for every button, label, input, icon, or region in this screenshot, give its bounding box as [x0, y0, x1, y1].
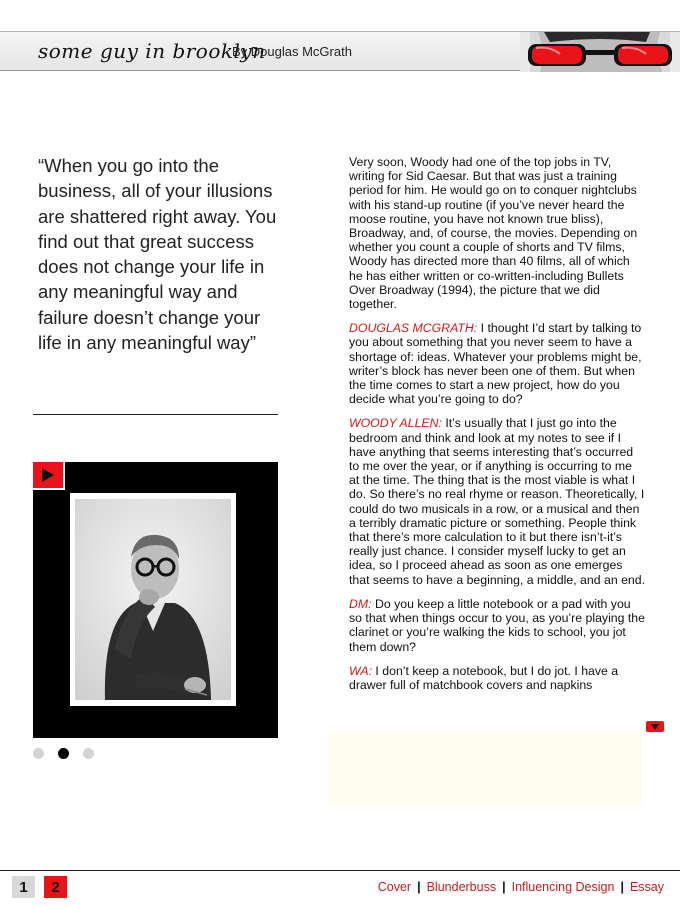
nav-link-essay[interactable]: Essay — [629, 880, 664, 894]
nav-separator: | — [620, 880, 624, 894]
photo-mat — [70, 493, 236, 706]
speaker-label: DM: — [349, 596, 372, 611]
nav-separator: | — [417, 880, 421, 894]
nav-separator: | — [502, 880, 506, 894]
play-button[interactable] — [33, 462, 65, 490]
page-2-button[interactable]: 2 — [44, 876, 67, 898]
byline: By Douglas McGrath — [232, 44, 352, 59]
answer-paragraph — [349, 416, 645, 586]
footer-nav — [378, 880, 664, 894]
gallery-pagination — [33, 748, 94, 760]
header-bar — [0, 31, 680, 71]
photo-gallery[interactable] — [33, 462, 278, 738]
scroll-more-button[interactable] — [646, 721, 664, 732]
speaker-label: WA: — [349, 663, 373, 678]
speaker-label: DOUGLAS MCGRATH: — [349, 321, 478, 336]
paragraph-text: Do you keep a little notebook or a pad with you so that when things occur to you, as you’re playing the clarinet or you’re walking the kids to school, you jot them down? — [349, 596, 645, 654]
answer-paragraph — [349, 664, 645, 692]
paragraph-text: It’s usually that I just go into the bedroom and think and look at my notes to see if I have anything that seems interesting that’s occurred to me over the year, or if anything is occurring to me at the time. The thing that is the most viable is what I do. So there’s no real rhyme or reason. Theoretically, I could do two musicals in a row, or a musical and then a terribly dramatic picture or something. People think that there’s more calculation to it but there isn’t-it’s really just chance. I consider myself lucky to get an idea, so I proceed ahead as soon as one emerges that seems to have a beginning, a middle, and an end. — [349, 416, 645, 587]
text-continuation-area — [328, 731, 642, 805]
gallery-dot-1[interactable] — [33, 748, 44, 759]
article-body — [349, 155, 645, 735]
quote-divider — [33, 414, 278, 415]
gallery-dot-2[interactable] — [58, 748, 69, 759]
red-sunglasses-portrait-icon — [520, 32, 680, 72]
chevron-down-icon — [651, 724, 659, 730]
speaker-label: WOODY ALLEN: — [349, 416, 442, 431]
woody-allen-portrait-photo — [75, 499, 231, 700]
nav-link-blunderbuss[interactable]: Blunderbuss — [426, 880, 497, 894]
question-paragraph — [349, 597, 645, 654]
pull-quote: “When you go into the business, all of your illusions are shattered right away. You find out that great success does not change your life in any meaningful way and failure doesn’t change your life in any meaningful way” — [38, 155, 277, 354]
play-icon — [41, 467, 55, 483]
nav-link-cover[interactable]: Cover — [377, 880, 412, 894]
gallery-dot-3[interactable] — [83, 748, 94, 759]
article-intro: Very soon, Woody had one of the top jobs in TV, writing for Sid Caesar. But that was just a training period for him. He would go on to conquer nightclubs with his stand-up routine (if you’ve never heard the moose routine, you have not known true bliss), Broadway, and, of course, the movies. Depending on whether you count a couple of shorts and TV films, Woody has directed more than 40 films, all of which he has either written or co-written-including Bullets Over Broadway (1994), the picture that we did together. — [349, 155, 638, 312]
paragraph-text: I thought I’d start by talking to you about something that you never seem to have a shortage of: ideas. Whatever your problems might be, writer’s block has never been one of them. But when the time comes to start a new project, how do you decide what you’re going to do? — [349, 321, 642, 407]
series-title: some guy in brooklyn — [38, 39, 266, 63]
page-1-button[interactable]: 1 — [12, 876, 35, 898]
nav-link-influencing-design[interactable]: Influencing Design — [511, 880, 615, 894]
paragraph-text: I don’t keep a notebook, but I do jot. I have a drawer full of matchbook covers and napkins — [349, 663, 619, 692]
footer-divider — [0, 870, 680, 871]
question-paragraph — [349, 321, 645, 406]
